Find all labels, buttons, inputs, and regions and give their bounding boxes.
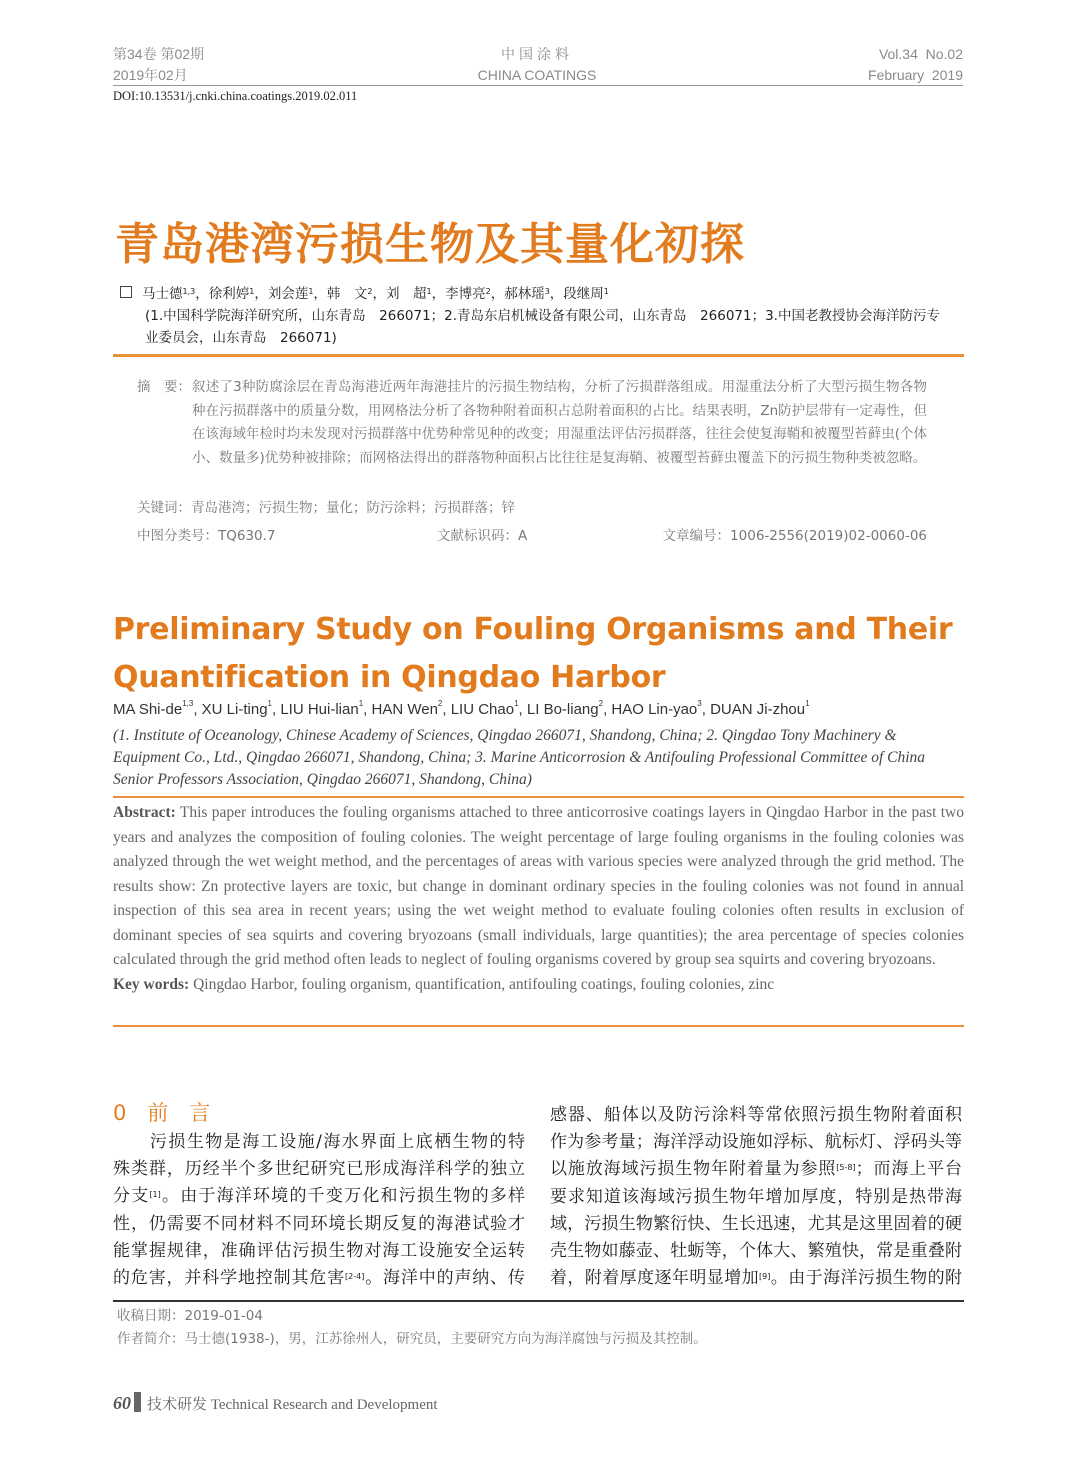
author-affiliation-mark: 1 — [426, 287, 432, 296]
body-text-line — [550, 1129, 962, 1156]
text-segment: 殊类群，历经半个多世纪研究已形成海洋科学的独立 — [113, 1159, 525, 1180]
header-journal — [437, 44, 637, 86]
divider — [113, 1025, 964, 1027]
citation: [5-8] — [836, 1163, 856, 1173]
doi: DOI:10.13531/j.cnki.china.coatings.2019.02.011 — [113, 89, 358, 103]
footer-section: 技术研发 Technical Research and Development — [147, 1397, 438, 1413]
body-text-line — [550, 1265, 962, 1292]
body-text-line — [113, 1183, 525, 1210]
page-number: 60 — [113, 1393, 131, 1413]
text-segment: 污损生物是海工设施/海水界面上底栖生物的特 — [113, 1132, 525, 1152]
author-affiliation-mark: 1 — [249, 287, 255, 296]
author-affiliation-mark: 3 — [544, 287, 550, 296]
divider — [113, 796, 964, 798]
author-name: LIU Chao — [450, 701, 515, 718]
author-affiliation-mark: 1 — [358, 699, 364, 708]
header-volume-en — [868, 44, 963, 86]
author-name: HAN Wen — [371, 701, 438, 718]
author-name: 刘 超 — [386, 286, 427, 302]
author-affiliation-mark: 1 — [308, 287, 314, 296]
abstract-en — [113, 801, 964, 997]
keywords-en-label: Key words: — [113, 975, 190, 993]
citation: [1] — [149, 1190, 161, 1200]
author-affiliation-mark: 1 — [603, 287, 609, 296]
affiliation-en: (1. Institute of Oceanology, Chinese Academy of Sciences, Qingdao 266071, Shandong, China; 2. Qingdao Tony Machinery & Equipment Co., Ltd., Qingdao 266071, Shandong, China; 3. Marine Anticorrosion & Antifouling Professional Committee of China Senior Professors Association, Qingdao 266071, Shandong, China) — [113, 727, 926, 788]
author-name: 李博亮 — [445, 286, 486, 302]
text-segment: 性，仍需要不同材料不同环境长期反复的海港试验才 — [113, 1213, 525, 1234]
author-affiliation-mark: 1,3 — [182, 287, 196, 296]
author-affiliation-mark: 1 — [805, 699, 810, 708]
citation: [2-4] — [345, 1271, 365, 1281]
text-segment: 。海洋中的声纳、传 — [364, 1267, 526, 1288]
body-left-column — [113, 1129, 525, 1292]
author-name: DUAN Ji-zhou — [710, 701, 806, 718]
author-affiliation-mark: 3 — [697, 699, 702, 708]
article-number: 文章编号：1006-2556(2019)02-0060-06 — [662, 528, 927, 544]
affiliation-cn: (1.中国科学院海洋研究所，山东青岛 266071；2.青岛东启机械设备有限公司，山东青岛 266071；3.中国老教授协会海洋防污专业委员会，山东青岛 266071) — [145, 308, 940, 346]
text-segment: 壳生物如藤壶、牡蛎等，个体大、繁殖快，常是重叠附 — [550, 1240, 962, 1261]
author-affiliation-mark: 1 — [514, 699, 519, 708]
header-volume-cn — [113, 44, 204, 86]
author-name: LI Bo-liang — [526, 701, 599, 718]
author-name: XU Li-ting — [201, 701, 268, 718]
text-segment: 感器、船体以及防污涂料等常依照污损生物附着面积 — [550, 1105, 962, 1125]
title-en-line: Preliminary Study on Fouling Organisms and Their — [113, 612, 953, 647]
text-segment: 以施放海域污损生物年附着量为参照 — [550, 1159, 837, 1180]
body-text-line — [550, 1211, 962, 1238]
classification: 中图分类号：TQ630.7 — [137, 528, 276, 544]
citation: [9] — [759, 1272, 771, 1282]
body-text-line — [113, 1129, 525, 1156]
header-rule — [113, 85, 963, 86]
author-marker-icon — [120, 286, 132, 298]
body-text-line — [113, 1238, 525, 1265]
body-right-column — [550, 1102, 962, 1292]
author-name: 郝林瑶 — [504, 286, 545, 302]
author-bio: 作者简介：马士德(1938-)，男，江苏徐州人，研究员，主要研究方向为海洋腐蚀与污损及其控制。 — [117, 1331, 707, 1347]
text-segment: 的危害，并科学地控制其危害 — [113, 1267, 346, 1288]
text-segment: 。由于海洋环境的千变万化和污损生物的多样 — [160, 1186, 526, 1207]
date-en: February 2019 — [868, 67, 963, 83]
body-text-line — [113, 1156, 525, 1183]
author-affiliation-mark: 1,3 — [182, 699, 194, 708]
author-name: MA Shi-de — [113, 701, 183, 718]
author-affiliation-mark: 2 — [598, 699, 604, 708]
body-text-line — [113, 1265, 525, 1292]
title-en — [113, 606, 952, 702]
author-affiliation-mark: 2 — [437, 699, 443, 708]
body-text-line — [550, 1184, 962, 1211]
author-affiliation-mark: 1 — [267, 699, 272, 708]
title-en-line: Quantification in Qingdao Harbor — [113, 660, 666, 695]
keywords-en-text: Qingdao Harbor, fouling organism, quantification, antifouling coatings, fouling colonies, zinc — [189, 975, 775, 993]
authors-cn: 马士德$^{1,3}$，徐利婷$^1$，刘会莲$^1$，韩 文$^2$，刘 超$^1$，李博亮$^2$，郝林瑶$^3$，段继周$^1$ — [120, 283, 950, 305]
section-heading: 0 前 言 — [113, 1101, 211, 1125]
abstract-cn-label: 摘 要： — [137, 379, 191, 395]
text-segment: 要求知道该海域污损生物年增加厚度，特别是热带海 — [550, 1186, 962, 1207]
author-affiliation-mark: 2 — [367, 287, 373, 296]
text-segment: 着，附着厚度逐年明显增加 — [550, 1268, 760, 1289]
footer-bar — [134, 1392, 141, 1412]
abstract-en-text: This paper introduces the fouling organisms attached to three anticorrosive coatings layers in Qingdao Harbor in the past two years and analyzes the composition of fouling colonies. The weight percentage of large fouling organisms in the fouling colonies was analyzed through the wet weight method, and the percentages of areas with various species were analyzed through the grid method. The results show: Zn protective layers are toxic, but change in dominant ordinary species in the fouling colonies was not found in annual inspection of this sea area in recent years; using the wet weight method to evaluate fouling colonies often results in exclusion of dominant species of sea squirts and covering bryozoans (small individuals, large quantities); the area percentage of species colonies calculated through the grid method often leads to neglect of fouling organisms covered by group sea squirts and covering bryozoans. — [113, 804, 964, 968]
footnote-rule — [113, 1300, 964, 1302]
text-segment: 。由于海洋污损生物的附 — [770, 1268, 963, 1289]
date-cn: 2019年02月 — [113, 67, 188, 83]
author-name: 马士德 — [142, 286, 183, 302]
abstract-en-label: Abstract: — [113, 804, 176, 821]
author-name: LIU Hui-lian — [280, 701, 359, 718]
authors-en: MA Shi-de$^{1,3}$, XU Li-ting$^1$, LIU Hui-lian$^1$, HAN Wen$^2$, LIU Chao$^1$, LI Bo-liang$^2$, HAO Lin-yao$^3$, DUAN Ji-zhou$^1$ — [113, 699, 810, 718]
text-segment: 域，污损生物繁衍快、生长迅速，尤其是这里固着的硬 — [550, 1213, 962, 1234]
text-segment: 分支 — [113, 1186, 150, 1207]
author-name: HAO Lin-yao — [611, 701, 698, 718]
title-cn: 青岛港湾污损生物及其量化初探 — [115, 219, 745, 270]
keywords-cn: 关键词：青岛港湾；污损生物；量化；防污涂料；污损群落；锌 — [137, 500, 515, 516]
journal-name-en: CHINA COATINGS — [477, 67, 597, 83]
author-name: 段继周 — [563, 286, 604, 302]
volume-en: Vol.34 No.02 — [878, 46, 963, 62]
body-text-line — [113, 1211, 525, 1238]
author-name: 刘会莲 — [267, 286, 309, 302]
author-affiliation-mark: 2 — [485, 287, 491, 296]
author-name: 徐利婷 — [208, 286, 250, 302]
author-name: 韩 文 — [326, 286, 368, 302]
body-text-line — [550, 1102, 962, 1129]
volume-cn: 第34卷 第02期 — [113, 46, 205, 62]
text-segment: 作为参考量；海洋浮动设施如浮标、航标灯、浮码头等 — [550, 1132, 962, 1153]
abstract-cn-text: 叙述了3种防腐涂层在青岛海港近两年海港挂片的污损生物结构，分析了污损群落组成。用湿重法分析了大型污损生物各物种在污损群落中的质量分数，用网格法分析了各物种附着面积占总附着面积的占比。结果表明，Zn防护层带有一定毒性，但在该海域年检时均未发现对污损群落中优势种常见种的改变；用湿重法评估污损群落，往往会使复海鞘和被覆型苔藓虫(个体小、数量多)优势种被排除；而网格法得出的群落物种面积占比往往是复海鞘、被覆型苔藓虫覆盖下的污损生物种类被忽略。 — [192, 379, 927, 466]
body-text-line — [550, 1156, 962, 1183]
received-date: 收稿日期：2019-01-04 — [117, 1308, 263, 1324]
abstract-cn — [137, 376, 927, 470]
page-footer — [113, 1392, 438, 1414]
text-segment: ；而海上平台 — [855, 1159, 963, 1180]
body-text-line — [550, 1238, 962, 1265]
document-code: 文献标识码：A — [437, 528, 528, 544]
text-segment: 能掌握规律，准确评估污损生物对海工设施安全运转 — [113, 1240, 525, 1261]
journal-name-cn: 中国涂料 — [501, 46, 573, 62]
divider — [113, 354, 964, 357]
